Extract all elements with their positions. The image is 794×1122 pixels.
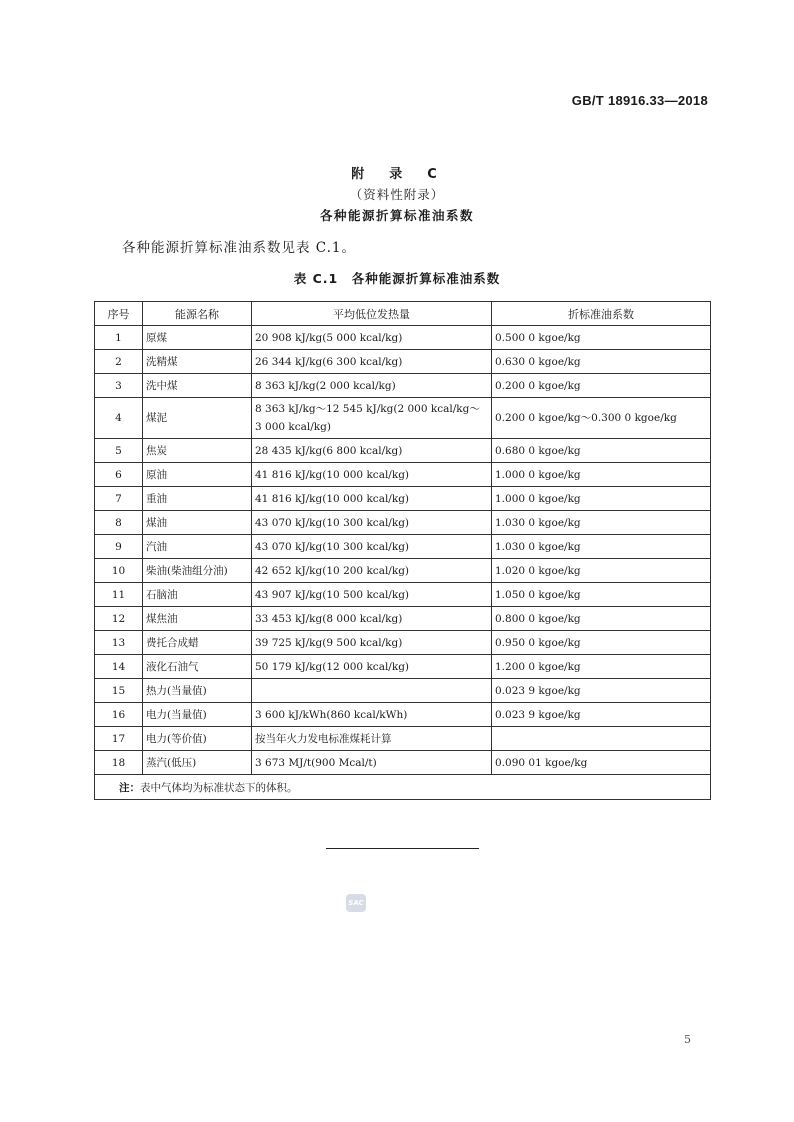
cell-no: 3 bbox=[95, 374, 143, 398]
cell-name: 重油 bbox=[143, 487, 252, 511]
column-header-heat: 平均低位发热量 bbox=[252, 302, 492, 326]
cell-no: 2 bbox=[95, 350, 143, 374]
appendix-title: 附 录 C bbox=[351, 167, 443, 182]
cell-name: 汽油 bbox=[143, 535, 252, 559]
cell-no: 14 bbox=[95, 655, 143, 679]
page-number: 5 bbox=[684, 1033, 691, 1046]
cell-heat: 按当年火力发电标准煤耗计算 bbox=[252, 727, 492, 751]
cell-no: 16 bbox=[95, 703, 143, 727]
coefficient-table bbox=[94, 301, 711, 800]
cell-heat: 42 652 kJ/kg(10 200 kcal/kg) bbox=[252, 559, 492, 583]
table-row bbox=[95, 535, 711, 559]
cell-no: 5 bbox=[95, 439, 143, 463]
table-row bbox=[95, 679, 711, 703]
cell-coefficient bbox=[492, 727, 711, 751]
cell-heat-line: 8 363 kJ/kg～12 545 kJ/kg(2 000 kcal/kg～ bbox=[255, 403, 480, 415]
cell-coefficient: 0.023 9 kgoe/kg bbox=[492, 679, 711, 703]
cell-coefficient: 0.950 0 kgoe/kg bbox=[492, 631, 711, 655]
cell-name: 热力(当量值) bbox=[143, 679, 252, 703]
table-note-row bbox=[95, 775, 711, 800]
intro-paragraph: 各种能源折算标准油系数见表 C.1。 bbox=[122, 240, 357, 256]
table-row bbox=[95, 583, 711, 607]
cell-coefficient: 1.030 0 kgoe/kg bbox=[492, 535, 711, 559]
standard-code: GB/T 18916.33—2018 bbox=[571, 93, 708, 108]
cell-name: 原煤 bbox=[143, 326, 252, 350]
table-title: 表 C.1 各种能源折算标准油系数 bbox=[293, 271, 501, 286]
table-row bbox=[95, 326, 711, 350]
table-note bbox=[95, 775, 711, 800]
table-header-row bbox=[95, 302, 711, 326]
cell-no: 6 bbox=[95, 463, 143, 487]
cell-no: 10 bbox=[95, 559, 143, 583]
table-row bbox=[95, 751, 711, 775]
cell-coefficient: 0.200 0 kgoe/kg bbox=[492, 374, 711, 398]
cell-no: 7 bbox=[95, 487, 143, 511]
table-row bbox=[95, 463, 711, 487]
column-header-coefficient: 折标准油系数 bbox=[492, 302, 711, 326]
cell-name: 费托合成蜡 bbox=[143, 631, 252, 655]
cell-heat: 3 600 kJ/kWh(860 kcal/kWh) bbox=[252, 703, 492, 727]
cell-coefficient: 0.023 9 kgoe/kg bbox=[492, 703, 711, 727]
cell-heat bbox=[252, 679, 492, 703]
cell-heat: 41 816 kJ/kg(10 000 kcal/kg) bbox=[252, 463, 492, 487]
cell-heat: 50 179 kJ/kg(12 000 kcal/kg) bbox=[252, 655, 492, 679]
sac-watermark-logo: SAC bbox=[346, 894, 366, 912]
cell-heat: 8 363 kJ/kg(2 000 kcal/kg) bbox=[252, 374, 492, 398]
cell-heat: 43 070 kJ/kg(10 300 kcal/kg) bbox=[252, 535, 492, 559]
cell-no: 11 bbox=[95, 583, 143, 607]
cell-name: 电力(等价值) bbox=[143, 727, 252, 751]
table-row bbox=[95, 487, 711, 511]
cell-name: 石脑油 bbox=[143, 583, 252, 607]
cell-heat: 43 070 kJ/kg(10 300 kcal/kg) bbox=[252, 511, 492, 535]
cell-name: 焦炭 bbox=[143, 439, 252, 463]
cell-coefficient: 1.000 0 kgoe/kg bbox=[492, 487, 711, 511]
table-row bbox=[95, 374, 711, 398]
cell-no: 9 bbox=[95, 535, 143, 559]
cell-no: 13 bbox=[95, 631, 143, 655]
table-row bbox=[95, 727, 711, 751]
cell-name: 洗中煤 bbox=[143, 374, 252, 398]
table-row bbox=[95, 559, 711, 583]
table-row bbox=[95, 350, 711, 374]
cell-name: 液化石油气 bbox=[143, 655, 252, 679]
cell-heat: 33 453 kJ/kg(8 000 kcal/kg) bbox=[252, 607, 492, 631]
cell-coefficient: 0.630 0 kgoe/kg bbox=[492, 350, 711, 374]
cell-coefficient: 1.020 0 kgoe/kg bbox=[492, 559, 711, 583]
cell-heat: 43 907 kJ/kg(10 500 kcal/kg) bbox=[252, 583, 492, 607]
cell-name: 原油 bbox=[143, 463, 252, 487]
cell-name: 煤焦油 bbox=[143, 607, 252, 631]
cell-no: 8 bbox=[95, 511, 143, 535]
cell-heat: 3 673 MJ/t(900 Mcal/t) bbox=[252, 751, 492, 775]
appendix-heading: 各种能源折算标准油系数 bbox=[319, 208, 474, 223]
cell-no: 15 bbox=[95, 679, 143, 703]
cell-heat-line: 3 000 kcal/kg) bbox=[255, 421, 331, 433]
appendix-subtitle: （资料性附录） bbox=[349, 187, 445, 202]
table-row bbox=[95, 703, 711, 727]
table-row bbox=[95, 511, 711, 535]
cell-coefficient: 1.200 0 kgoe/kg bbox=[492, 655, 711, 679]
column-header-no: 序号 bbox=[95, 302, 143, 326]
cell-name: 柴油(柴油组分油) bbox=[143, 559, 252, 583]
cell-no: 1 bbox=[95, 326, 143, 350]
cell-coefficient: 1.050 0 kgoe/kg bbox=[492, 583, 711, 607]
cell-heat: 41 816 kJ/kg(10 000 kcal/kg) bbox=[252, 487, 492, 511]
cell-coefficient: 0.680 0 kgoe/kg bbox=[492, 439, 711, 463]
cell-no: 18 bbox=[95, 751, 143, 775]
cell-name: 电力(当量值) bbox=[143, 703, 252, 727]
column-header-name: 能源名称 bbox=[143, 302, 252, 326]
cell-heat: 39 725 kJ/kg(9 500 kcal/kg) bbox=[252, 631, 492, 655]
table-row bbox=[95, 655, 711, 679]
note-text: 表中气体均为标准状态下的体积。 bbox=[140, 781, 298, 794]
cell-heat: 20 908 kJ/kg(5 000 kcal/kg) bbox=[252, 326, 492, 350]
table-row bbox=[95, 607, 711, 631]
cell-coefficient: 1.000 0 kgoe/kg bbox=[492, 463, 711, 487]
cell-heat bbox=[252, 398, 492, 439]
cell-coefficient: 0.500 0 kgoe/kg bbox=[492, 326, 711, 350]
note-label: 注： bbox=[119, 781, 140, 794]
cell-coefficient: 0.090 01 kgoe/kg bbox=[492, 751, 711, 775]
cell-coefficient: 0.200 0 kgoe/kg～0.300 0 kgoe/kg bbox=[492, 398, 711, 439]
cell-coefficient: 0.800 0 kgoe/kg bbox=[492, 607, 711, 631]
table-row bbox=[95, 439, 711, 463]
cell-heat: 26 344 kJ/kg(6 300 kcal/kg) bbox=[252, 350, 492, 374]
table-row bbox=[95, 398, 711, 439]
cell-no: 4 bbox=[95, 398, 143, 439]
cell-coefficient: 1.030 0 kgoe/kg bbox=[492, 511, 711, 535]
cell-name: 洗精煤 bbox=[143, 350, 252, 374]
cell-name: 煤泥 bbox=[143, 398, 252, 439]
cell-heat: 28 435 kJ/kg(6 800 kcal/kg) bbox=[252, 439, 492, 463]
cell-name: 煤油 bbox=[143, 511, 252, 535]
table-row bbox=[95, 631, 711, 655]
cell-no: 12 bbox=[95, 607, 143, 631]
cell-no: 17 bbox=[95, 727, 143, 751]
cell-name: 蒸汽(低压) bbox=[143, 751, 252, 775]
end-rule bbox=[326, 848, 479, 849]
